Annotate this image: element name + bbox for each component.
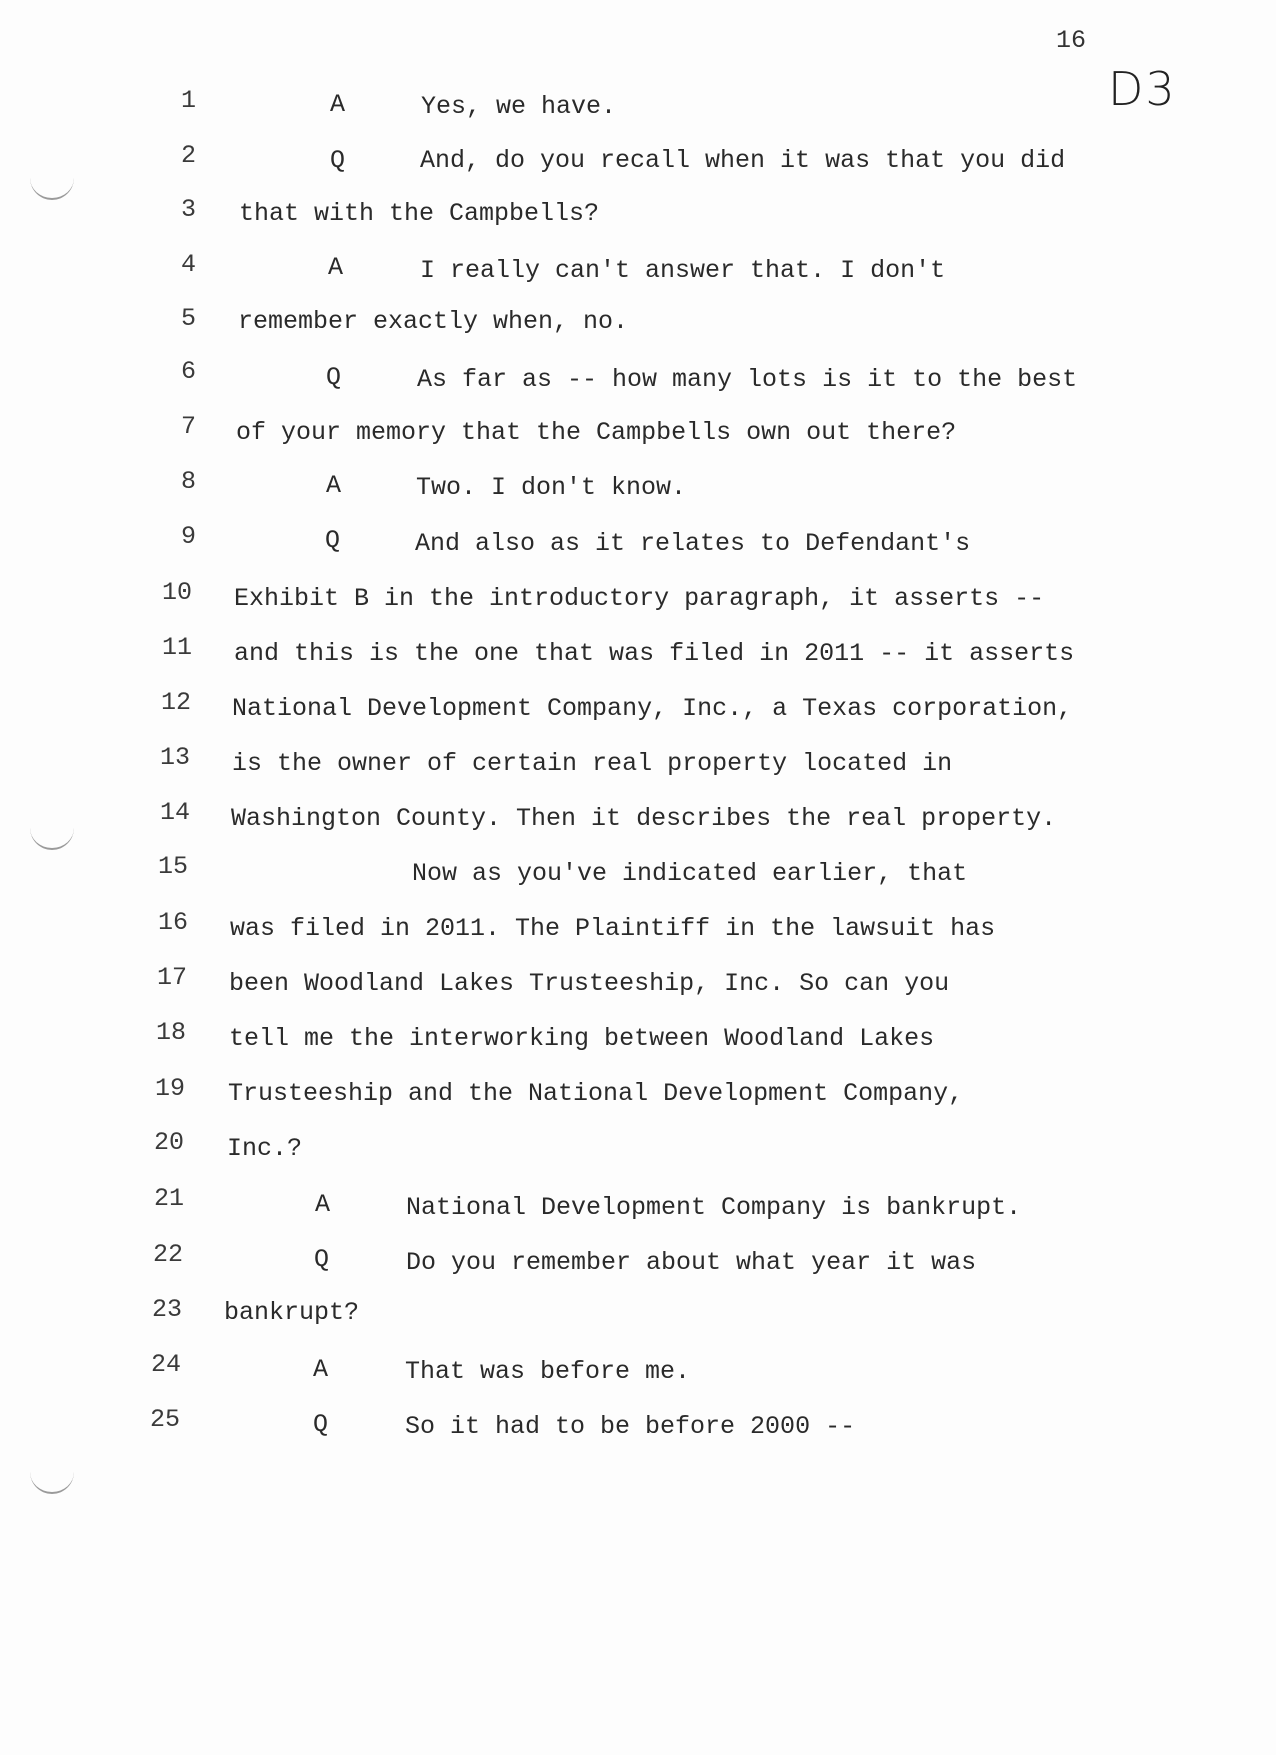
line-number: 23 <box>151 1295 182 1324</box>
transcript-text: was filed in 2011. The Plaintiff in the lawsuit has <box>230 914 996 943</box>
line-number: 22 <box>152 1240 183 1269</box>
transcript-text: That was before me. <box>405 1357 691 1386</box>
transcript-text: Two. I don't know. <box>416 473 687 502</box>
line-number: 24 <box>150 1350 181 1379</box>
transcript-text: Yes, we have. <box>421 92 617 121</box>
transcript-text: that with the Campbells? <box>239 199 600 228</box>
line-number: 18 <box>155 1018 186 1047</box>
line-number: 25 <box>149 1405 180 1434</box>
line-number: 15 <box>157 852 188 881</box>
line-number: 20 <box>153 1128 184 1157</box>
speaker-marker: Q <box>326 363 342 392</box>
speaker-marker: Q <box>314 1245 330 1274</box>
punch-hole-mark <box>30 1466 74 1494</box>
line-number: 21 <box>153 1184 184 1213</box>
speaker-marker: A <box>326 471 342 500</box>
line-number: 13 <box>159 743 190 772</box>
transcript-text: remember exactly when, no. <box>238 307 629 336</box>
exhibit-handwritten-mark: D3 <box>1108 62 1177 116</box>
line-number: 7 <box>180 412 196 441</box>
transcript-text: National Development Company is bankrupt. <box>406 1193 1022 1222</box>
transcript-text: been Woodland Lakes Trusteeship, Inc. So can you <box>229 969 950 998</box>
transcript-text: I really can't answer that. I don't <box>420 256 946 285</box>
speaker-marker: Q <box>313 1410 329 1439</box>
transcript-text: bankrupt? <box>224 1298 360 1327</box>
speaker-marker: A <box>315 1190 331 1219</box>
transcript-text: And also as it relates to Defendant's <box>415 529 971 558</box>
transcript-text: Washington County. Then it describes the real property. <box>231 804 1057 833</box>
page-number: 16 <box>1056 26 1087 55</box>
speaker-marker: Q <box>330 146 346 175</box>
transcript-text: And, do you recall when it was that you did <box>420 146 1066 175</box>
speaker-marker: A <box>330 90 346 119</box>
transcript-text: Inc.? <box>227 1134 303 1163</box>
transcript-text: is the owner of certain real property located in <box>232 749 953 778</box>
line-number: 10 <box>161 578 192 607</box>
line-number: 1 <box>180 86 196 115</box>
transcript-text: of your memory that the Campbells own out there? <box>236 418 957 447</box>
line-number: 14 <box>159 798 190 827</box>
line-number: 12 <box>160 688 191 717</box>
line-number: 4 <box>180 250 196 279</box>
line-number: 2 <box>180 141 196 170</box>
line-number: 17 <box>156 963 187 992</box>
transcript-text: Trusteeship and the National Development Company, <box>228 1079 964 1108</box>
line-number: 16 <box>157 908 188 937</box>
speaker-marker: A <box>313 1355 329 1384</box>
transcript-text: So it had to be before 2000 -- <box>405 1412 856 1441</box>
line-number: 9 <box>180 522 196 551</box>
line-number: 3 <box>180 195 196 224</box>
line-number: 8 <box>180 467 196 496</box>
transcript-text: National Development Company, Inc., a Texas corporation, <box>232 694 1073 723</box>
line-number: 6 <box>180 357 196 386</box>
line-number: 11 <box>161 633 192 662</box>
line-number: 19 <box>154 1074 185 1103</box>
line-number: 5 <box>180 304 196 333</box>
transcript-text: Now as you've indicated earlier, that <box>412 859 968 888</box>
transcript-text: Exhibit B in the introductory paragraph, it asserts -- <box>234 584 1045 613</box>
punch-hole-mark <box>30 172 74 200</box>
speaker-marker: Q <box>325 526 341 555</box>
transcript-text: As far as -- how many lots is it to the best <box>417 365 1078 394</box>
speaker-marker: A <box>328 253 344 282</box>
transcript-text: tell me the interworking between Woodland Lakes <box>229 1024 935 1053</box>
transcript-text: and this is the one that was filed in 2011 -- it asserts <box>234 639 1075 668</box>
transcript-text: Do you remember about what year it was <box>406 1248 977 1277</box>
punch-hole-mark <box>30 822 74 850</box>
